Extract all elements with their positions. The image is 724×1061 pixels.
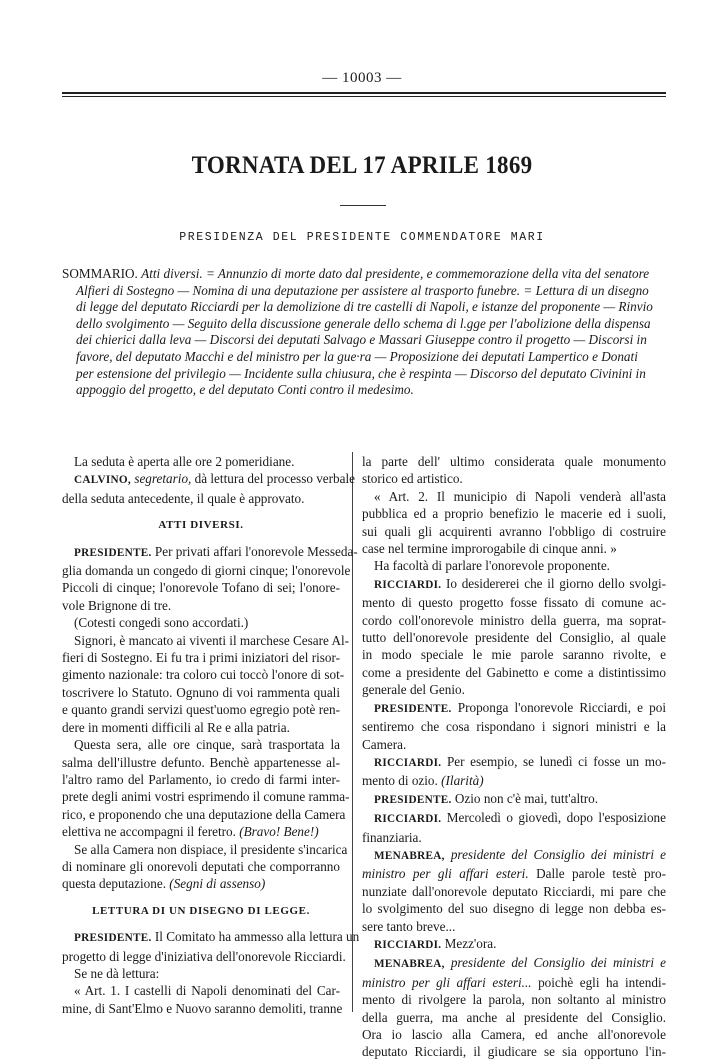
page-title: TORNATA DEL 17 APRILE 1869 bbox=[191, 152, 533, 179]
paragraph-line: RICCIARDI. Per esempio, se lunedì ci fosse un mo- bbox=[374, 753, 666, 769]
page-number: — 10003 — bbox=[322, 70, 402, 86]
paragraph-line: « Art. 2. Il municipio di Napoli venderà all'asta bbox=[374, 488, 666, 504]
paragraph-line: mine, di Sant'Elmo e Nuovo saranno demoliti, tranne bbox=[62, 1000, 343, 1016]
paragraph-line: sere tanto breve... bbox=[362, 918, 456, 934]
paragraph-line: tutto dell'onorevole presidente del Consiglio, al quale bbox=[362, 630, 666, 646]
paragraph-line: PRESIDENTE. Per privati affari l'onorevole Messeda- bbox=[74, 543, 358, 559]
paragraph-line: Signori, è mancato ai viventi il marchese Cesare Al- bbox=[74, 632, 350, 648]
interjection: (Segni di assenso) bbox=[169, 876, 266, 892]
paragraph-line: fieri di Sostegno. Ei fu tra i primi iniziatori del risor- bbox=[62, 650, 340, 666]
section-heading: ATTI DIVERSI. bbox=[158, 519, 244, 532]
summary-line-3: di legge del deputato Ricciardi per la demolizione di tre castelli di Napoli, e istanze del proponente — Rinvio bbox=[76, 299, 653, 315]
paragraph-line: elettiva ne accompagni il feretro. (Bravo! Bene!) bbox=[62, 824, 319, 840]
paragraph-line: cordo coll'onorevole ministro della guerra, ma soprat- bbox=[362, 612, 666, 628]
paragraph-line: « Art. 1. I castelli di Napoli denominati del Car- bbox=[74, 983, 340, 999]
speaker-name: CALVINO, bbox=[74, 474, 132, 487]
summary-line-2: Alfieri di Sostegno — Nomina di una deputazione per assistere al trasporto funebre. = Lettura di un disegno bbox=[76, 282, 649, 298]
paragraph-line: la parte dell' ultimo considerata quale monumento bbox=[362, 454, 666, 469]
paragraph-line: glia domanda un congedo di giorni cinque; l'onorevole bbox=[62, 563, 351, 579]
speaker-name: PRESIDENTE. bbox=[74, 546, 152, 559]
column-divider bbox=[352, 452, 353, 1012]
paragraph-line: PRESIDENTE. Ozio non c'è mai, tutt'altro. bbox=[374, 790, 599, 806]
paragraph-line: questa deputazione. (Segni di assenso) bbox=[62, 876, 266, 892]
summary-line-8: appoggio del progetto, e del deputato Conti contro il medesimo. bbox=[76, 382, 414, 398]
paragraph-line: prete degli animi vostri esprimendo il comune ramma- bbox=[62, 789, 350, 805]
paragraph-line: RICCIARDI. Io desidererei che il giorno dello svolgi- bbox=[374, 575, 667, 591]
speaker-name: PRESIDENTE. bbox=[374, 793, 452, 806]
presidency-line: PRESIDENZA DEL PRESIDENTE COMMENDATORE MARI bbox=[179, 231, 545, 244]
paragraph-line: della guerra, ma anche al presidente del Consiglio. bbox=[362, 1009, 666, 1025]
paragraph-line: CALVINO, segretario, dà lettura del processo verbale bbox=[74, 471, 356, 487]
paragraph-line: Se ne dà lettura: bbox=[74, 965, 160, 981]
interjection: (Ilarità) bbox=[441, 773, 484, 789]
speaker-name: PRESIDENTE. bbox=[74, 932, 152, 945]
header-rule-thick bbox=[62, 92, 666, 94]
paragraph-line: dere in momenti difficili al Re e alla patria. bbox=[62, 719, 290, 735]
summary-line-4: dello svolgimento — Seguito della discussione generale dello schema di l.gge per l'abolizione della dispensa bbox=[76, 315, 651, 331]
paragraph-line: RICCIARDI. Mercoledì o giovedì, dopo l'esposizione bbox=[374, 810, 666, 826]
summary-line-6: favore, del deputato Macchi e del ministro per la gue·ra — Proposizione dei deputati Lampertico e Donati bbox=[76, 348, 638, 364]
paragraph-line: La seduta è aperta alle ore 2 pomeridiane. bbox=[74, 454, 295, 469]
speaker-name: RICCIARDI. bbox=[374, 756, 442, 769]
speaker-role: segretario, bbox=[134, 471, 192, 487]
paragraph-line: Ha facoltà di parlare l'onorevole proponente. bbox=[374, 558, 610, 574]
paragraph-line: RICCIARDI. Mezz'ora. bbox=[374, 935, 497, 951]
paragraph-line: Piccoli di cinque; l'onorevole Tofano di sei; l'onore- bbox=[62, 580, 340, 596]
paragraph-line: deputato Ricciardi, il giudicare se sia opportuno l'in- bbox=[362, 1044, 666, 1060]
summary-label: SOMMARIO. bbox=[62, 266, 138, 281]
speaker-name: RICCIARDI. bbox=[374, 938, 442, 951]
paragraph-line: lo svolgimento del suo disegno di legge non debba es- bbox=[362, 901, 666, 917]
speaker-role: presidente del Consiglio dei ministri e bbox=[450, 846, 666, 862]
title-rule bbox=[340, 205, 386, 206]
paragraph-line: ministro per gli affari esteri. Dalle parole testè pro- bbox=[362, 866, 667, 882]
paragraph-line: storico ed artistico. bbox=[362, 471, 463, 487]
summary-block bbox=[62, 266, 666, 399]
speaker-name: MENABREA, bbox=[374, 958, 445, 971]
speaker-name: RICCIARDI. bbox=[374, 813, 442, 826]
paragraph-line: e quanto grandi servizi quest'uomo egregio potè ren- bbox=[62, 702, 340, 718]
paragraph-line: PRESIDENTE. Proponga l'onorevole Ricciardi, e poi bbox=[374, 699, 667, 715]
paragraph-line: (Cotesti congedi sono accordati.) bbox=[74, 615, 249, 631]
section-heading: LETTURA DI UN DISEGNO DI LEGGE. bbox=[92, 904, 310, 917]
speaker-role: ministro per gli affari esteri... bbox=[362, 974, 532, 990]
paragraph-line: mento di questo progetto fosse fissato di comune ac- bbox=[362, 595, 666, 611]
paragraph-line: Ora io lascio alla Camera, ed anche all'onorevole bbox=[362, 1027, 666, 1042]
summary-line-1: SOMMARIO. Atti diversi. = Annunzio di morte dato dal presidente, e commemorazione della vita del senatore bbox=[62, 266, 650, 281]
paragraph-line: rico, e proponendo che una deputazione della Camera bbox=[62, 806, 346, 822]
paragraph-line: Se alla Camera non dispiace, il presidente s'incarica bbox=[74, 841, 348, 857]
paragraph-line: sentiremo che cosa rispondano i signori ministri e la bbox=[362, 719, 666, 735]
paragraph-line: case nel termine improrogabile di cinque anni. » bbox=[362, 541, 617, 557]
paragraph-line: come a presidente del Gabinetto e come a distintissimo bbox=[362, 664, 666, 680]
paragraph-line: ministro per gli affari esteri... poichè egli ha intendi- bbox=[362, 974, 666, 990]
paragraph-line: nunziate dall'onorevole deputato Ricciardi, mi pare che bbox=[362, 883, 666, 899]
speaker-role: presidente del Consiglio dei ministri e bbox=[450, 955, 666, 971]
paragraph-line: generale del Genio. bbox=[362, 682, 465, 698]
paragraph-line: mento di ozio. (Ilarità) bbox=[362, 773, 484, 789]
paragraph-line: pubblica ed a proprio benefizio le macerie ed i suoli, bbox=[362, 506, 666, 522]
paragraph-line: sui quali gli acquirenti avranno l'obbligo di costruire bbox=[362, 523, 666, 539]
speaker-name: PRESIDENTE. bbox=[374, 702, 452, 715]
right-column bbox=[362, 453, 666, 1061]
paragraph-line: mento di rivolgere la parola, non soltanto al ministro bbox=[362, 992, 666, 1008]
summary-line-7: per estensione del privilegio — Incidente sulla chiusura, che è respinta — Discorso del deputato Civinini in bbox=[76, 365, 646, 381]
paragraph-line: l'altro ramo del Parlamento, io credo di farmi inter- bbox=[62, 771, 340, 787]
paragraph-line: PRESIDENTE. Il Comitato ha ammesso alla lettura un bbox=[74, 929, 360, 945]
paragraph-line bbox=[362, 954, 666, 973]
header-rule-thin bbox=[62, 96, 666, 97]
paragraph-line: Questa sera, alle ore cinque, sarà trasportata la bbox=[74, 737, 340, 753]
paragraph-line: vole Brignone di tre. bbox=[62, 597, 172, 613]
paragraph-line bbox=[362, 846, 666, 865]
paragraph-line: Camera. bbox=[362, 736, 407, 752]
paragraph-line: di nominare gli onorevoli deputati che comporranno bbox=[62, 858, 340, 874]
paragraph-line: progetto di legge d'iniziativa dell'onorevole Ricciardi. bbox=[62, 948, 346, 964]
left-column bbox=[62, 453, 360, 1017]
paragraph-line: salma dell'illustre defunto. Benchè appartenesse al- bbox=[62, 754, 340, 770]
paragraph-line: della seduta antecedente, il quale è approvato. bbox=[62, 490, 305, 506]
summary-line-5: dei chierici dalla leva — Discorsi dei deputati Salvago e Massari Giuseppe contro il progetto — Discorsi in bbox=[76, 332, 647, 348]
paragraph-line: in modo speciale le mie parole saranno rivolte, e bbox=[362, 647, 666, 663]
paragraph-line: finanziaria. bbox=[362, 829, 422, 845]
paragraph-line: gimento nazionale: tra coloro cui toccò l'onore di sot- bbox=[62, 667, 345, 683]
speaker-role: ministro per gli affari esteri. bbox=[362, 866, 529, 882]
speaker-name: MENABREA, bbox=[374, 849, 445, 862]
speaker-name: RICCIARDI. bbox=[374, 578, 442, 591]
interjection: (Bravo! Bene!) bbox=[239, 824, 319, 840]
paragraph-line: toscrivere lo Statuto. Ognuno di voi rammenta quali bbox=[62, 684, 340, 700]
